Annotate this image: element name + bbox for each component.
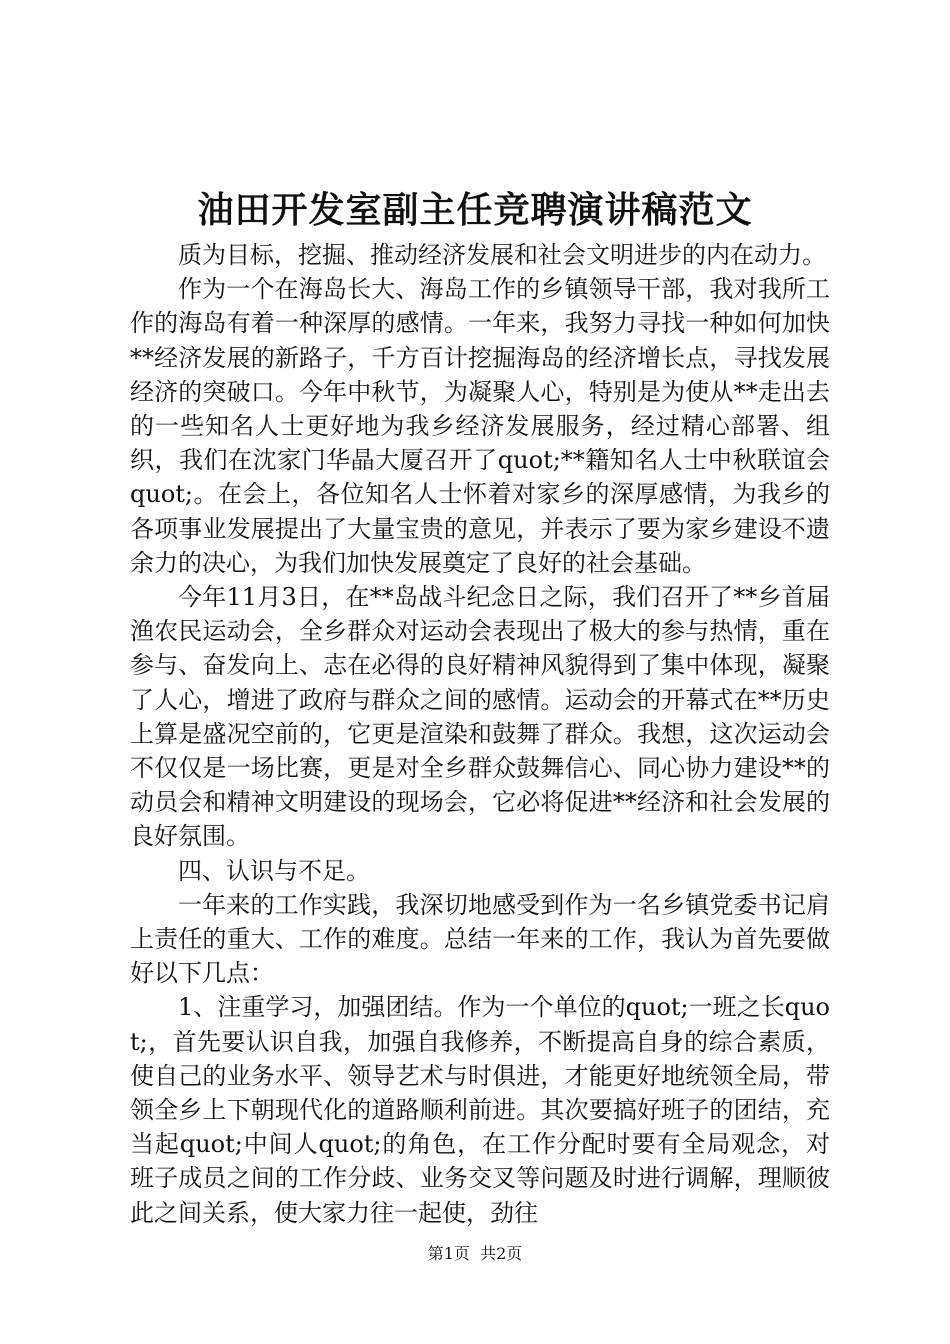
page-footer: [0, 1244, 950, 1264]
section-heading: 四、认识与不足。: [178, 856, 370, 885]
page-title: 油田开发室副主任竞聘演讲稿范文: [197, 189, 753, 231]
paragraph-6: 1、注重学习，加强团结。作为一个单位的quot;一班之长quot;，首先要认识自我，加强自我修养，不断提高自身的综合素质，使自己的业务水平、领导艺术与时俱进，才能更好地统领全局，带领全乡上下朝现代化的道路顺利前进。其次要搞好班子的团结，充当起quot;中间人quot;的角色，在工作分配时要有全局观念，对班子成员之间的工作分歧、业务交叉等问题及时进行调解，理顺彼此之间关系，使大家力往一起使，劲往: [130, 993, 830, 1227]
paragraph-3: 今年11月3日，在**岛战斗纪念日之际，我们召开了**乡首届渔农民运动会，全乡群众对运动会表现出了极大的参与热情，重在参与、奋发向上、志在必得的良好精神风貌得到了集中体现，凝聚了人心，增进了政府与群众之间的感情。运动会的开幕式在**历史上算是盛况空前的，它更是渲染和鼓舞了群众。我想，这次运动会不仅仅是一场比赛，更是对全乡群众鼓舞信心、同心协力建设**的动员会和精神文明建设的现场会，它必将促进**经济和社会发展的良好氛围。: [130, 583, 830, 851]
paragraph-5: 一年来的工作实践，我深切地感受到作为一名乡镇党委书记肩上责任的重大、工作的难度。总结一年来的工作，我认为首先要做好以下几点：: [130, 890, 830, 988]
document-body: [130, 238, 830, 1230]
paragraph-2: 作为一个在海岛长大、海岛工作的乡镇领导干部，我对我所工作的海岛有着一种深厚的感情。一年来，我努力寻找一种如何加快**经济发展的新路子，千方百计挖掘海岛的经济增长点，寻找发展经济的突破口。今年中秋节，为凝聚人心，特别是为使从**走出去的一些知名人士更好地为我乡经济发展服务，经过精心部署、组织，我们在沈家门华晶大厦召开了quot;**籍知名人士中秋联谊会quot;。在会上，各位知名人士怀着对家乡的深厚感情，为我乡的各项事业发展提出了大量宝贵的意见，并表示了要为家乡建设不遗余力的决心，为我们加快发展奠定了良好的社会基础。: [130, 275, 830, 577]
page-number-current: 1: [443, 1244, 454, 1263]
page-number-prefix: 第: [427, 1244, 444, 1263]
page-number-suffix: 页: [506, 1244, 523, 1263]
page-number-mid: 页 共: [453, 1244, 497, 1263]
page-number-total: 2: [496, 1244, 507, 1263]
paragraph-1: 质为目标，挖掘、推动经济发展和社会文明进步的内在动力。: [178, 241, 826, 269]
